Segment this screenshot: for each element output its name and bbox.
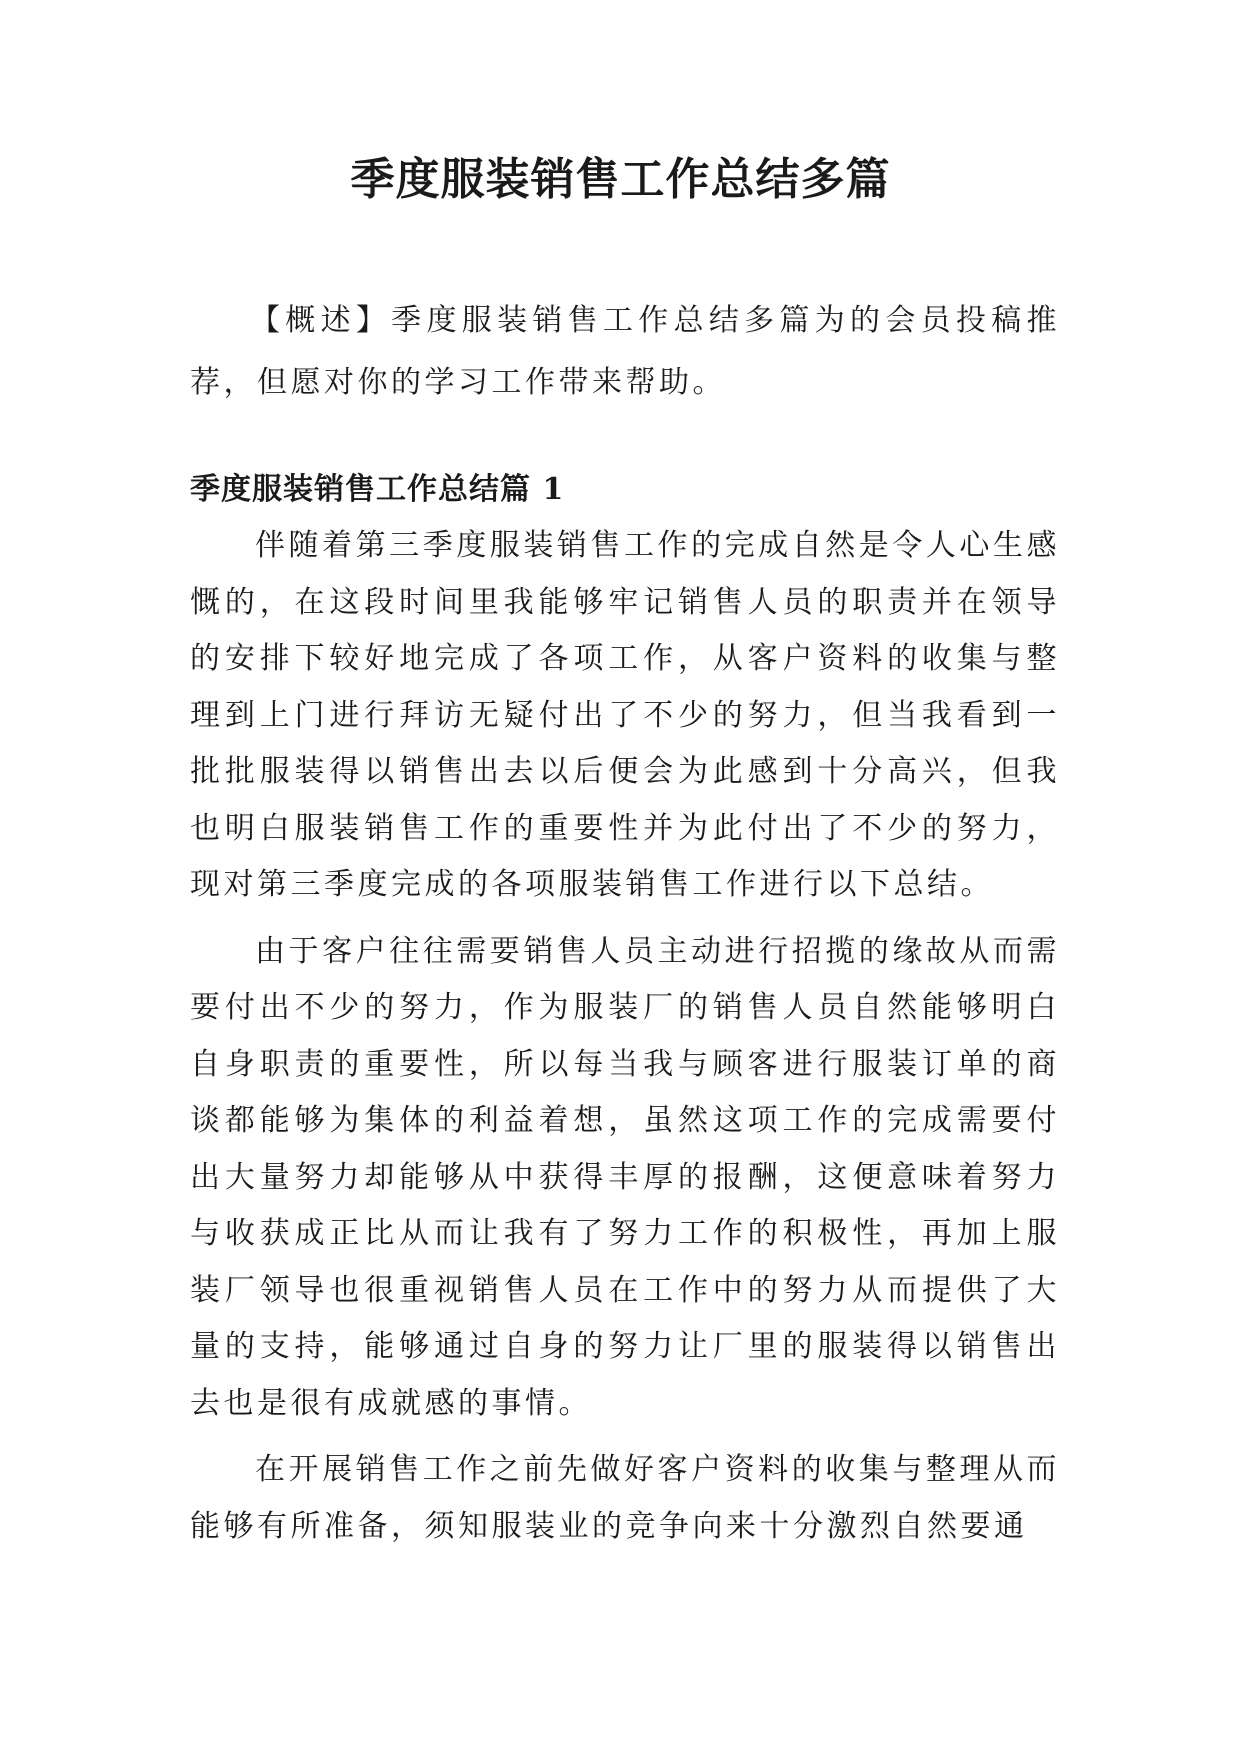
body-paragraph-2: 由于客户往往需要销售人员主动进行招揽的缘故从而需要付出不少的努力，作为服装厂的销售人员自然能够明白自身职责的重要性，所以每当我与顾客进行服装订单的商谈都能够为集体的利益着想，虽然这项工作的完成需要付出大量努力却能够从中获得丰厚的报酬，这便意味着努力与收获成正比从而让我有了努力工作的积极性，再加上服装厂领导也很重视销售人员在工作中的努力从而提供了大量的支持，能够通过自身的努力让厂里的服装得以销售出去也是很有成就感的事情。 xyxy=(190,933,1060,1421)
document-title: 季度服装销售工作总结多篇 xyxy=(350,154,891,205)
summary-paragraph: 【概述】季度服装销售工作总结多篇为的会员投稿推荐，但愿对你的学习工作带来帮助。 xyxy=(190,303,1060,400)
section-heading: 季度服装销售工作总结篇 1 xyxy=(190,472,565,507)
body-paragraph-1: 伴随着第三季度服装销售工作的完成自然是令人心生感慨的，在这段时间里我能够牢记销售人员的职责并在领导的安排下较好地完成了各项工作，从客户资料的收集与整理到上门进行拜访无疑付出了不少的努力，但当我看到一批批服装得以销售出去以后便会为此感到十分高兴，但我也明白服装销售工作的重要性并为此付出了不少的努力，现对第三季度完成的各项服装销售工作进行以下总结。 xyxy=(190,528,1060,902)
section-body xyxy=(190,518,1060,1565)
body-paragraph-3: 在开展销售工作之前先做好客户资料的收集与整理从而能够有所准备，须知服装业的竞争向来十分激烈自然要通 xyxy=(190,1452,1060,1544)
